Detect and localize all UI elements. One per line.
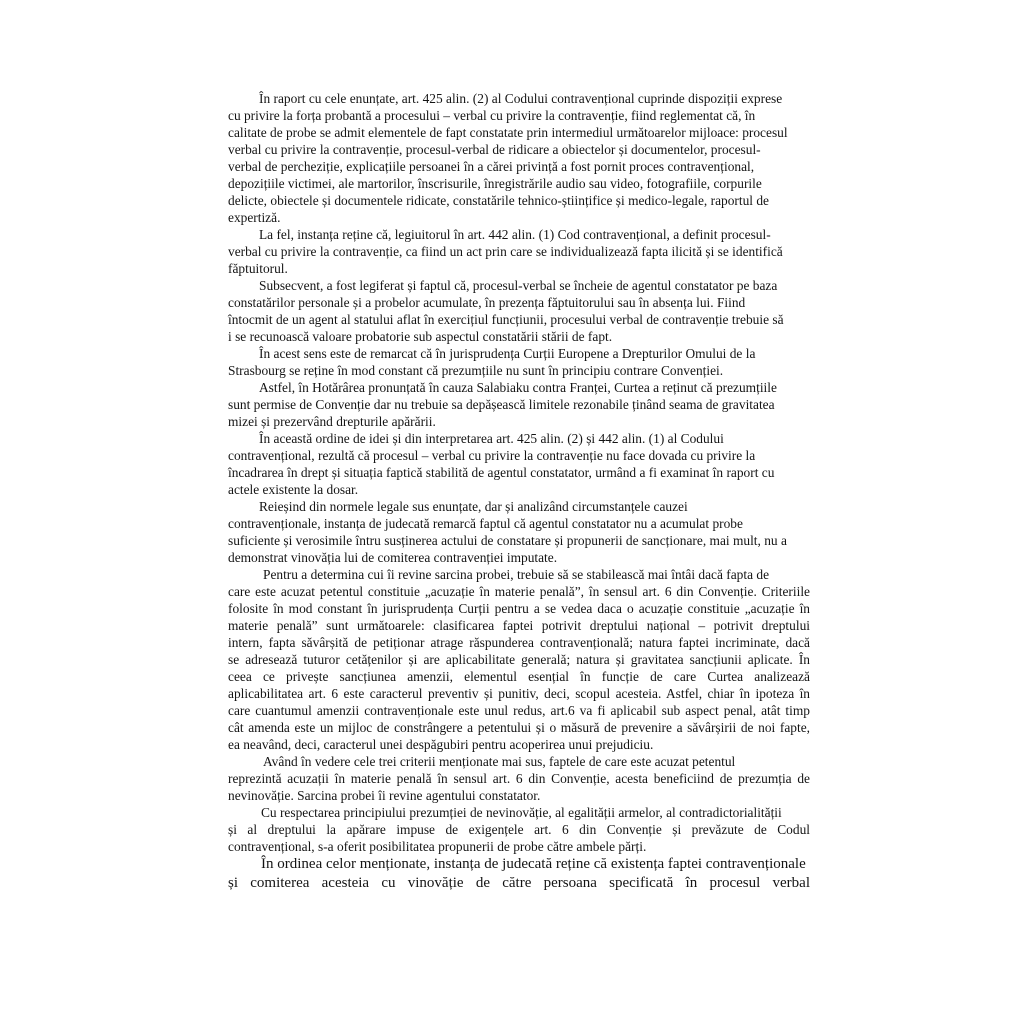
text-line: ceea ce privește sancțiunea amenzii, elementul esențial în funcție de care Curtea analizează	[228, 669, 810, 684]
text-line: aplicabilitatea art. 6 este caracterul preventiv și punitiv, deci, scopul acesteia. Astfel, chiar în ipoteza în	[228, 686, 810, 701]
text-line: i se recunoască valoare probatorie sub aspectul constatării stării de fapt.	[228, 329, 613, 344]
text-line: verbal cu privire la contravenție, ca fiind un act prin care se individualizează fapta ilicită și se identifică	[228, 244, 783, 259]
text-line: intern, fapta săvârșită de petiționar atrage răspunderea contravențională; natura faptei incriminate, dacă	[228, 635, 810, 650]
text-line: materie penală” sunt următoarele: clasificarea faptei potrivit dreptului național – potrivit dreptului	[228, 618, 810, 633]
text-line: delicte, obiectele și documentele ridicate, constatările tehnico-științifice și medico-legale, raportul de	[228, 193, 769, 208]
text-line: În ordinea celor menționate, instanța de judecată reține că existența faptei contravenționale	[261, 856, 806, 872]
text-line: Strasbourg se reține în mod constant că prezumțiile nu sunt în principiu contrare Convenției.	[228, 363, 724, 378]
text-line: făptuitorul.	[228, 261, 288, 276]
text-line: se adresează tuturor cetățenilor și are aplicabilitate generală; natura și gravitatea sancțiunii aplicate. În	[228, 652, 810, 667]
text-line: demonstrat vinovăția lui de comiterea contravenției imputate.	[228, 550, 558, 565]
text-line: depozițiile victimei, ale martorilor, înscrisurile, înregistrările audio sau video, fotografiile, corpurile	[228, 176, 762, 191]
text-line: contravențional, rezultă că procesul – verbal cu privire la contravenție nu face dovada cu privire la	[228, 448, 756, 463]
text-line: contravențional, s-a oferit posibilitatea propunerii de probe către ambele părți.	[228, 839, 647, 854]
text-line: În acest sens este de remarcat că în jurisprudența Curții Europene a Drepturilor Omului de la	[259, 346, 756, 361]
text-line: cât amenda este un mijloc de constrângere a petentului și o măsură de prevenire a săvârșirii de noi fapte,	[228, 720, 810, 735]
text-line: actele existente la dosar.	[228, 482, 359, 497]
text-line: La fel, instanța reține că, legiuitorul în art. 442 alin. (1) Cod contravențional, a definit procesul-	[259, 227, 771, 242]
text-line: calitate de probe se admit elementele de fapt constatate prin intermediul următoarelor mijloace: procesul	[228, 125, 788, 140]
text-line: încadrarea în drept și situația faptică stabilită de agentul constatator, urmând a fi examinat în raport cu	[228, 465, 775, 480]
text-line: verbal cu privire la contravenție, procesul-verbal de ridicare a obiectelor și documentelor, procesul-	[228, 142, 761, 157]
text-line: Subsecvent, a fost legiferat și faptul că, procesul-verbal se încheie de agentul constatator pe baza	[259, 278, 778, 293]
text-line: ea neavând, deci, caracterul unei despăgubiri pentru acoperirea unui prejudiciu.	[228, 737, 654, 752]
text-line: sunt permise de Convenție dar nu trebuie sa depășească limitele rezonabile ținând seama de gravitatea	[228, 397, 775, 412]
text-line: contravenționale, instanța de judecată remarcă faptul că agentul constatator nu a acumulat probe	[228, 516, 743, 531]
document-page	[228, 90, 810, 893]
text-line: verbal de percheziție, explicațiile persoanei în a cărei privință a fost pornit proces contravențional,	[228, 159, 755, 174]
text-line: Cu respectarea principiului prezumției de nevinovăție, al egalității armelor, al contradictorialității	[261, 805, 782, 820]
text-line: În această ordine de idei și din interpretarea art. 425 alin. (2) și 442 alin. (1) al Codului	[259, 431, 724, 446]
text-line: Astfel, în Hotărârea pronunțată în cauza Salabiaku contra Franței, Curtea a reținut că prezumțiile	[259, 380, 777, 395]
text-line: care cuantumul amenzii contravenționale este unul redus, art.6 va fi aplicabil sub aspect penal, atât timp	[228, 703, 810, 718]
text-line: Având în vedere cele trei criterii menționate mai sus, faptele de care este acuzat petentul	[263, 754, 736, 769]
text-line: mizei și prezervând drepturile apărării.	[228, 414, 436, 429]
text-line: folosite în mod constant în jurisprudența Curții pentru a se vedea daca o acuzație constituie „acuzație în	[228, 601, 810, 616]
text-line: nevinovăție. Sarcina probei îi revine agentului constatator.	[228, 788, 541, 803]
text-line: constatărilor personale și a probelor acumulate, în prezența făptuitorului sau în absența lui. Fiind	[228, 295, 746, 310]
text-line: suficiente și verosimile întru susținerea actului de constatare și propunerii de sancționare, mai mult, nu a	[228, 533, 787, 548]
text-line: Reieșind din normele legale sus enunțate, dar și analizând circumstanțele cauzei	[259, 499, 688, 514]
text-line: cu privire la forța probantă a procesului – verbal cu privire la contravenție, fiind reglementat că, în	[228, 108, 756, 123]
text-line: Pentru a determina cui îi revine sarcina probei, trebuie să se stabilească mai întâi dacă fapta de	[263, 567, 770, 582]
text-line: reprezintă acuzații în materie penală în sensul art. 6 din Convenție, acesta beneficiind de prezumția de	[228, 771, 810, 786]
text-line: În raport cu cele enunțate, art. 425 alin. (2) al Codului contravențional cuprinde dispoziții exprese	[259, 91, 783, 106]
text-line: și comiterea acesteia cu vinovăție de către persoana specificată în procesul verbal	[228, 875, 810, 891]
text-line: întocmit de un agent al statului aflat în exercițiul funcțiunii, procesului verbal de contravenție trebuie să	[228, 312, 784, 327]
text-line: și al dreptului la apărare impuse de exigențele art. 6 din Convenție și prevăzute de Codul	[228, 822, 810, 837]
text-line: care este acuzat petentul constituie „acuzație în materie penală”, în sensul art. 6 din Convenție. Criteriile	[228, 584, 810, 599]
text-line: expertiză.	[228, 210, 281, 225]
